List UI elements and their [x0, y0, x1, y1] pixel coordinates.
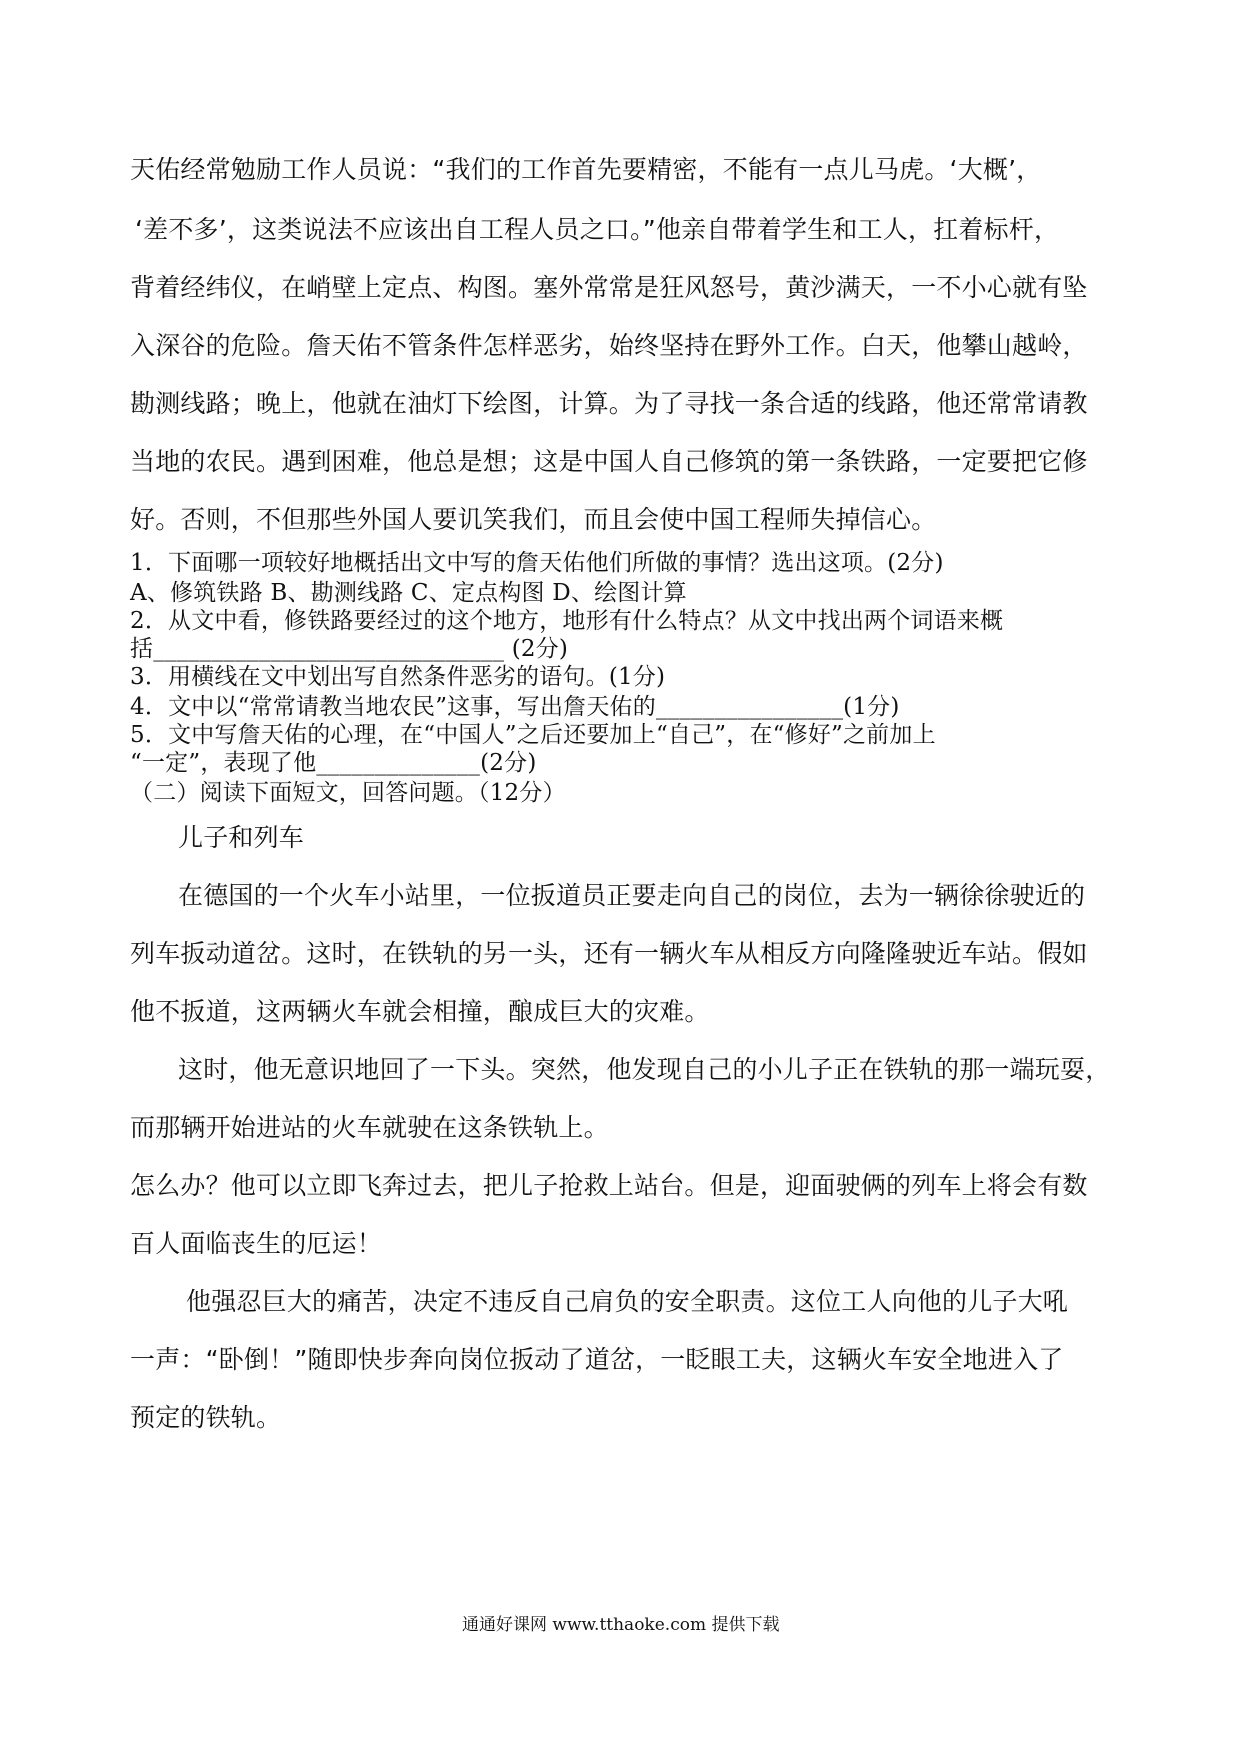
passage-2-line: 预定的铁轨。 [130, 1403, 282, 1432]
passage-2-line: 怎么办？他可以立即飞奔过去，把儿子抢救上站台。但是，迎面驶俩的列车上将会有数 [130, 1171, 1088, 1200]
passage-1-line: 天佑经常勉励工作人员说：“我们的工作首先要精密，不能有一点儿马虎。‘大概’， [130, 155, 1042, 184]
passage-2-line: 而那辆开始进站的火车就驶在这条铁轨上。 [130, 1113, 609, 1142]
question-1: 1．下面哪一项较好地概括出文中写的詹天佑他们所做的事情？选出这项。(2分) [130, 550, 944, 576]
section-2-heading: （二）阅读下面短文，回答问题。（12分） [130, 780, 566, 806]
passage-2-line: 在德国的一个火车小站里，一位扳道员正要走向自己的岗位，去为一辆徐徐驶近的 [178, 881, 1086, 910]
passage-2-line: 一声：“卧倒！”随即快步奔向岗位扳动了道岔，一眨眼工夫，这辆火车安全地进入了 [130, 1345, 1064, 1374]
passage-1-line: 入深谷的危险。詹天佑不管条件怎样恶劣，始终坚持在野外工作。白天，他攀山越岭， [130, 331, 1088, 360]
page-footer: 通通好课网 www.tthaoke.com 提供下载 [462, 1615, 780, 1635]
passage-1-line: 勘测线路；晚上，他就在油灯下绘图，计算。为了寻找一条合适的线路，他还常常请教 [130, 389, 1088, 418]
passage-2-line: 这时，他无意识地回了一下头。突然，他发现自己的小儿子正在铁轨的那一端玩耍， [178, 1055, 1111, 1084]
passage-2-line: 他强忍巨大的痛苦，决定不违反自己肩负的安全职责。这位工人向他的儿子大吼 [186, 1287, 1069, 1316]
passage-2-title: 儿子和列车 [178, 823, 305, 852]
passage-1-line: ‘差不多’，这类说法不应该出自工程人员之口。”他亲自带着学生和工人，扛着标杆， [135, 215, 1060, 244]
passage-2-line: 列车扳动道岔。这时，在铁轨的另一头，还有一辆火车从相反方向隆隆驶近车站。假如 [130, 939, 1088, 968]
question-3: 3．用横线在文中划出写自然条件恶劣的语句。(1分) [130, 664, 666, 690]
question-5-continued: “一定”，表现了他______________(2分) [130, 750, 537, 776]
passage-2-line: 他不扳道，这两辆火车就会相撞，酿成巨大的灾难。 [130, 997, 710, 1026]
question-1-options: A、修筑铁路 B、勘测线路 C、定点构图 D、绘图计算 [130, 580, 687, 606]
question-5: 5．文中写詹天佑的心理，在“中国人”之后还要加上“自己”，在“修好”之前加上 [130, 722, 936, 748]
passage-1-line: 背着经纬仪，在峭壁上定点、构图。塞外常常是狂风怒号，黄沙满天，一不小心就有坠 [130, 273, 1088, 302]
passage-1-line: 当地的农民。遇到困难，他总是想；这是中国人自己修筑的第一条铁路，一定要把它修 [130, 447, 1088, 476]
question-2: 2．从文中看，修铁路要经过的这个地方，地形有什么特点？从文中找出两个词语来概 [130, 608, 1004, 634]
passage-2-line: 百人面临丧生的厄运！ [130, 1229, 383, 1258]
question-4: 4．文中以“常常请教当地农民”这事，写出詹天佑的________________(1分) [130, 694, 900, 720]
question-2-answer-line: 括______________________________ (2分) [130, 636, 569, 662]
passage-1-line: 好。否则，不但那些外国人要讥笑我们，而且会使中国工程师失掉信心。 [130, 505, 937, 534]
